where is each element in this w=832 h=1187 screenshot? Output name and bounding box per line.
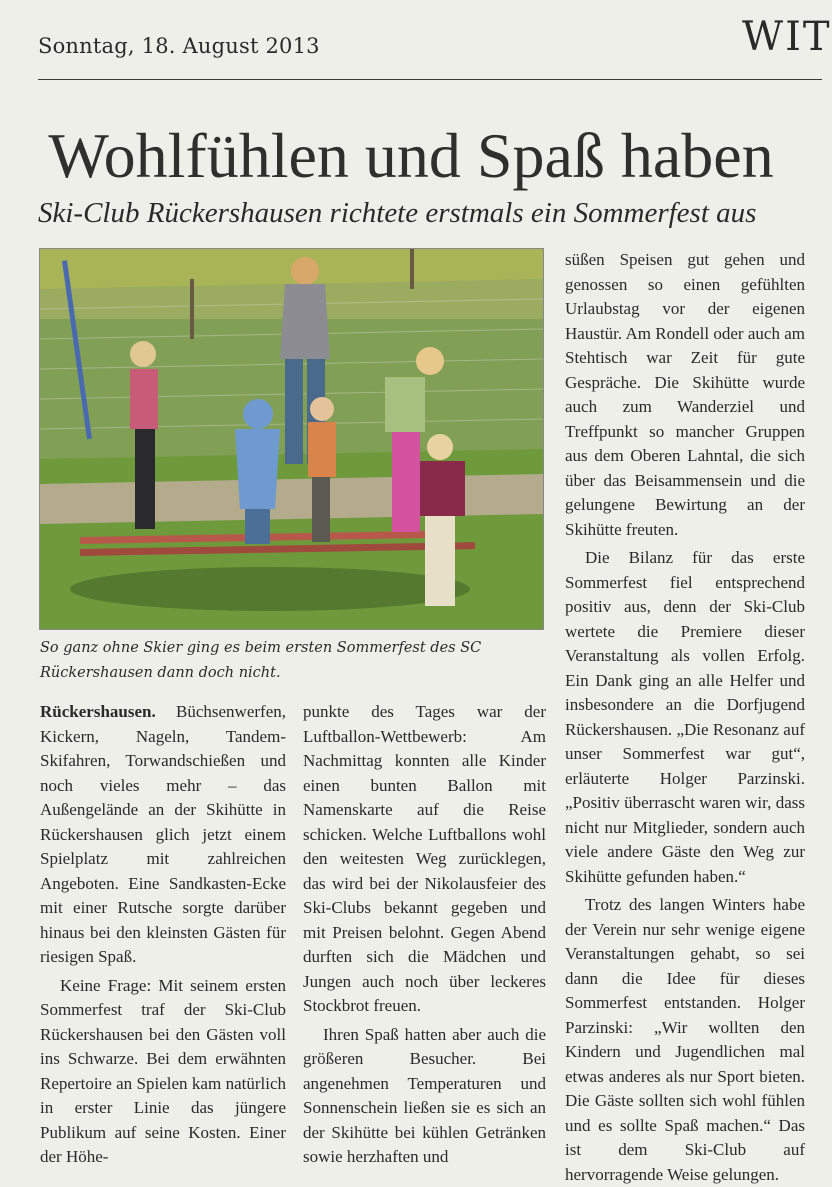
paragraph: Keine Frage: Mit seinem ersten Sommerfest traf der Ski-Club Rückershausen bei den Gästen voll ins Schwarze. Bei dem erwähnten Repertoire an Spielen kam natürlich in erster Linie das jüngere Publikum auf seine Kosten. Einer der Höhe- [40,975,286,1166]
paragraph: punkte des Tages war der Luftballon-Wettbewerb: Am Nachmittag konnten alle Kinder einen bunten Ballon mit Namenskarte auf die Reise schicken. Welche Luftballons wohl den weitesten Weg zurücklegen, das wird bei der Nikolausfeier des Ski-Clubs bekannt gegeben und mit Preisen belohnt. Gegen Abend durften sich die Mädchen und Jungen auch noch über leckeres Stockbrot freuen. [303,702,546,1015]
article-column-3 [565,248,805,1187]
dateline: Sonntag, 18. August 2013 [38,34,320,58]
paragraph: süßen Speisen gut gehen und genossen so einen gefühlten Urlaubstag vor der eigenen Haustür. Am Rondell oder auch am Stehtisch war Zeit für gute Gespräche. Die Skihütte wurde auch zum Wanderziel und Treffpunkt so mancher Gruppen aus dem Oberen Lahntal, die sich über das Beisammensein und die gelungene Bewirtung an der Skihütte freuten. [565,250,805,539]
paragraph [40,700,286,970]
photo-shadow [70,567,470,611]
article-column-1 [40,700,286,1170]
paragraph-text: Büchsenwerfen, Kickern, Nageln, Tandem-Skifahren, Torwandschießen und noch vieles mehr – das Außengelände an der Skihütte in Rückershausen glich jetzt einem Spielplatz mit zahlreichen Angeboten. Eine Sandkasten-Ecke mit einer Rutsche sorgte darüber hinaus bei den kleinsten Gästen für riesigen Spaß. [40,702,286,966]
paragraph: Die Bilanz für das erste Sommerfest fiel entsprechend positiv aus, denn der Ski-Club wertete die Premiere dieser Veranstaltung als vollen Erfolg. Ein Dank ging an alle Helfer und insbesondere an die Dorfjugend Rückershausen. „Die Resonanz auf unser Sommerfest war gut“, erläuterte Holger Parzinski. „Positiv überrascht waren wir, dass nicht nur Mitglieder, sondern auch viele andere Gäste den Weg zur Skihütte gefunden haben.“ [565,548,805,886]
paragraph: Trotz des langen Winters habe der Verein nur sehr wenige eigene Veranstaltungen gehabt, so sei dann die Idee für dieses Sommerfest entstanden. Holger Parzinski: „Wir wollten den Kindern und Jugendlichen mal etwas anderes als nur Sport bieten. Die Gäste sollten sich wohl fühlen und es sollte Spaß machen.“ Das ist dem Ski-Club auf hervorragende Weise gelungen. [565,895,805,1184]
paragraph: Ihren Spaß hatten aber auch die größeren Besucher. Bei angenehmen Temperaturen und Sonnenschein ließen sie es sich an der Skihütte bei kühlen Getränken sowie herzhaften und [303,1024,546,1166]
photo-caption: So ganz ohne Skier ging es beim ersten Sommerfest des SC Rückershausen dann doch nicht. [40,640,482,681]
newspaper-name: WIT [742,14,832,60]
headline: Wohlfühlen und Spaß haben [48,120,774,191]
lead-place: Rückershausen. [40,702,156,721]
article-photo [39,248,544,630]
subheadline: Ski-Club Rückershausen richtete erstmals ein Sommerfest aus [38,197,757,229]
header-rule [38,79,822,80]
article-column-2 [303,700,546,1170]
